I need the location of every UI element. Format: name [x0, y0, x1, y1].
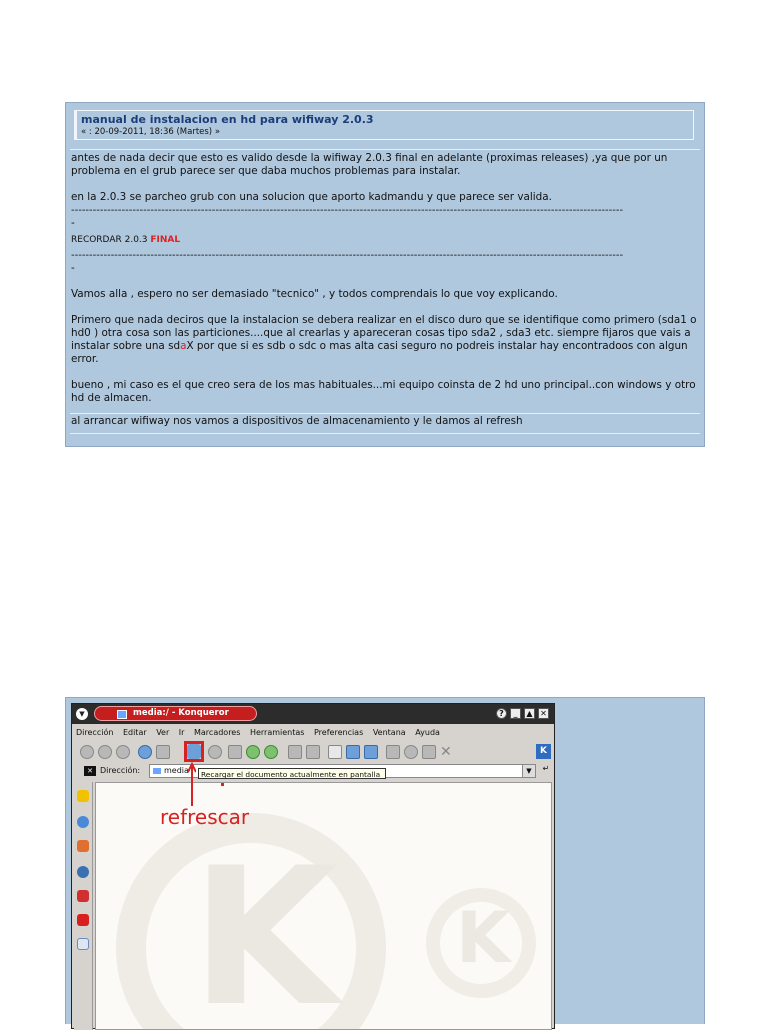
post-title[interactable]: manual de instalacion en hd para wifiway 2.0.3	[81, 113, 374, 126]
recordar-final: FINAL	[150, 235, 181, 245]
go-icon[interactable]: ↵	[542, 764, 550, 773]
post-text: X por que si es sdb o sdc o mas alta casi seguro no podreis instalar hay encontradoos con algun error.	[71, 340, 688, 365]
address-dropdown-button[interactable]: ▼	[522, 764, 536, 778]
window-menu-icon[interactable]: ▼	[76, 708, 88, 720]
services-icon[interactable]	[77, 914, 89, 926]
menu-ayuda[interactable]: Ayuda	[415, 728, 440, 737]
menu-herramientas[interactable]: Herramientas	[249, 728, 305, 737]
divider	[70, 433, 700, 434]
post-paragraph	[71, 314, 701, 366]
dashed-separator: ---------------------------------------------------------------------------------------------------------------------------------------------------------	[71, 250, 624, 261]
zoom-in-icon[interactable]	[246, 745, 260, 759]
view-icons-icon[interactable]	[288, 745, 302, 759]
annotation-label: refrescar	[160, 805, 250, 829]
back-icon[interactable]	[80, 745, 94, 759]
close-button[interactable]: ✕	[538, 708, 549, 719]
zoom-out-icon[interactable]	[264, 745, 278, 759]
dashed-separator-tail: -	[71, 262, 75, 274]
konqueror-window	[71, 703, 555, 1029]
reload-tooltip: Recargar el documento actualmente en pantalla	[198, 768, 386, 779]
cut-icon[interactable]	[404, 745, 418, 759]
home-icon[interactable]	[138, 745, 152, 759]
menu-editar[interactable]: Editar	[122, 728, 147, 737]
divider	[70, 149, 700, 150]
menu-ir[interactable]: Ir	[178, 728, 185, 737]
menu-ventana[interactable]: Ventana	[372, 728, 406, 737]
red-arrow-annotation	[188, 762, 196, 806]
reload-icon[interactable]	[187, 744, 201, 759]
address-label: Dirección:	[100, 766, 141, 775]
menu-direccion[interactable]: Dirección	[76, 728, 114, 737]
delete-icon[interactable]: ✕	[440, 744, 452, 760]
post-date: « : 20-09-2011, 18:36 (Martes) »	[81, 127, 221, 137]
window-title: media:/ - Konqueror	[133, 708, 229, 718]
recordar-prefix: RECORDAR 2.0.3	[71, 235, 151, 245]
kde-k-watermark-small: K	[456, 897, 511, 979]
dashed-separator-tail: -	[71, 217, 75, 229]
post-paragraph: Vamos alla , espero no ser demasiado "tecnico" , y todos comprendais lo que voy explicando.	[71, 288, 558, 300]
forum-post	[65, 102, 705, 447]
forward-icon[interactable]	[98, 745, 112, 759]
dashed-separator: ---------------------------------------------------------------------------------------------------------------------------------------------------------	[71, 205, 624, 216]
post-text: Primero que nada deciros que la instalacion se debera realizar en el disco duro que se identifique como primero (sda1 o hd0 ) otra cosa son las particiones....que al crearlas y apareceran cosas tipo sda2 , sda3 etc. siempre fijaros que vais a instalar sobre una sd	[71, 314, 697, 352]
post-paragraph: en la 2.0.3 se parcheo grub con una solucion que aporto kadmandu y que parece ser valida.	[71, 191, 552, 203]
devices-icon[interactable]	[77, 938, 89, 950]
annotation-dot	[221, 783, 224, 786]
stop-icon[interactable]	[208, 745, 222, 759]
tree-view-icon[interactable]	[364, 745, 378, 759]
post-paragraph: bueno , mi caso es el que creo sera de los mas habituales...mi equipo coinsta de 2 hd uno principal..con windows y otro hd de almacen.	[71, 379, 696, 404]
media-icon	[153, 768, 161, 774]
view-blank-icon[interactable]	[328, 745, 342, 759]
window-title-pill	[94, 706, 257, 721]
menu-marcadores[interactable]: Marcadores	[194, 728, 241, 737]
sidebar-panel	[74, 782, 93, 1030]
bookmarks-icon[interactable]	[77, 790, 89, 802]
kde-k-watermark: K	[191, 827, 339, 1030]
print-icon[interactable]	[228, 745, 242, 759]
menu-preferencias[interactable]: Preferencias	[314, 728, 364, 737]
computer-icon[interactable]	[156, 745, 170, 759]
up-icon[interactable]	[116, 745, 130, 759]
post-footer-text: al arrancar wifiway nos vamos a dispositivos de almacenamiento y le damos al refresh	[71, 415, 523, 427]
title-bar[interactable]	[72, 704, 554, 724]
post-paragraph: antes de nada decir que esto es valido desde la wifiway 2.0.3 final en adelante (proximas releases) ,ya que por un problema en el grub parece ser que daba muchos problemas para instalar.	[71, 152, 668, 177]
post-body	[71, 152, 701, 405]
network-icon[interactable]	[77, 866, 89, 878]
history-icon[interactable]	[77, 816, 89, 828]
maximize-button[interactable]: ▲	[524, 708, 535, 719]
toolbar	[76, 742, 552, 762]
paste-icon[interactable]	[422, 745, 436, 759]
home-folder-icon[interactable]	[77, 840, 89, 852]
divider	[70, 413, 700, 414]
split-view-icon[interactable]	[346, 745, 360, 759]
post-header	[74, 110, 694, 140]
copy-icon[interactable]	[386, 745, 400, 759]
screenshot-panel	[65, 697, 705, 1030]
root-folder-icon[interactable]	[77, 890, 89, 902]
highlight-letter: a	[180, 340, 187, 352]
help-button[interactable]: ?	[496, 708, 507, 719]
folder-icon	[117, 710, 127, 719]
address-value: media	[164, 766, 189, 775]
view-details-icon[interactable]	[306, 745, 320, 759]
clear-address-icon[interactable]: ✕	[84, 766, 96, 776]
menu-bar	[76, 728, 447, 740]
minimize-button[interactable]: _	[510, 708, 521, 719]
menu-ver[interactable]: Ver	[156, 728, 170, 737]
recordar-note	[71, 234, 701, 247]
kde-logo-icon: K	[536, 744, 551, 759]
